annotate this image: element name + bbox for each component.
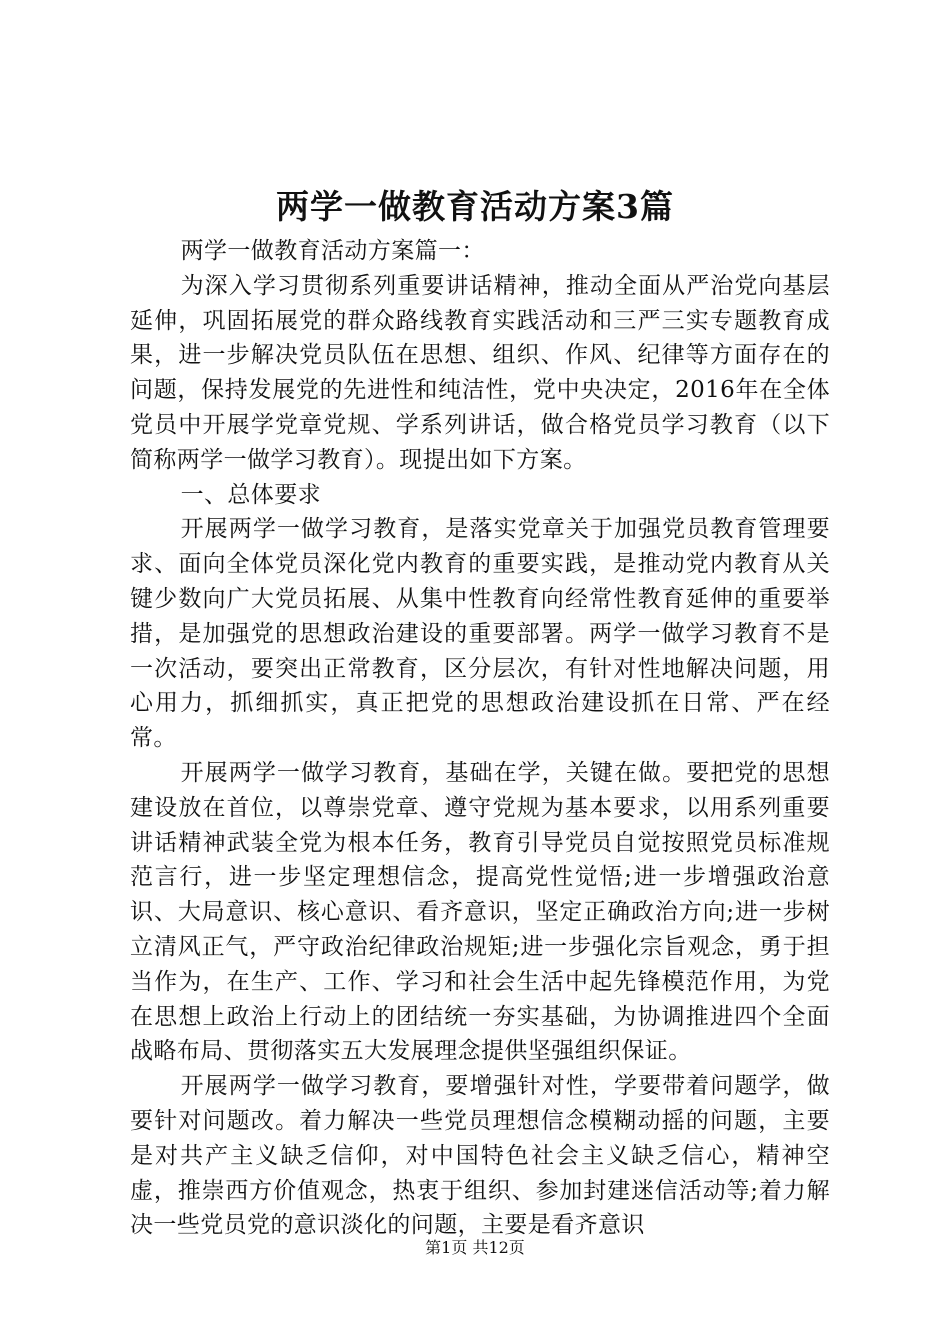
paragraph-intro: 为深入学习贯彻系列重要讲话精神，推动全面从严治党向基层延伸，巩固拓展党的群众路线教育实践活动和三严三实专题教育成果，进一步解决党员队伍在思想、组织、作风、纪律等方面存在的问题，保持发展党的先进性和纯洁性，党中央决定，2016年在全体党员中开展学党章党规、学系列讲话，做合格党员学习教育（以下简称两学一做学习教育）。现提出如下方案。 [130, 272, 830, 473]
document-title: 两学一做教育活动方案3篇 [276, 187, 674, 226]
paragraph-significance: 开展两学一做学习教育，是落实党章关于加强党员教育管理要求、面向全体党员深化党内教育的重要实践，是推动党内教育从关键少数向广大党员拓展、从集中性教育向经常性教育延伸的重要举措，是加强党的思想政治建设的重要部署。两学一做学习教育不是一次活动，要突出正常教育，区分层次，有针对性地解决问题，用心用力，抓细抓实，真正把党的思想政治建设抓在日常、严在经常。 [130, 516, 830, 752]
page-number-footer: 第1页 共12页 [425, 1238, 525, 1257]
paragraph-targeted-problems: 开展两学一做学习教育，要增强针对性，学要带着问题学，做要针对问题改。着力解决一些党员理想信念模糊动摇的问题，主要是对共产主义缺乏信仰，对中国特色社会主义缺乏信心，精神空虚，推崇西方价值观念，热衷于组织、参加封建迷信活动等;着力解决一些党员党的意识淡化的问题，主要是看齐意识 [130, 1073, 830, 1239]
section-heading-general-requirements: 一、总体要求 [180, 481, 321, 508]
paragraph-study-and-practice: 开展两学一做学习教育，基础在学，关键在做。要把党的思想建设放在首位，以尊崇党章、遵守党规为基本要求，以用系列重要讲话精神武装全党为根本任务，教育引导党员自觉按照党员标准规范言行，进一步坚定理想信念，提高党性觉悟;进一步增强政治意识、大局意识、核心意识、看齐意识，坚定正确政治方向;进一步树立清风正气，严守政治纪律政治规矩;进一步强化宗旨观念，勇于担当作为，在生产、工作、学习和社会生活中起先锋模范作用，为党在思想上政治上行动上的团结统一夯实基础，为协调推进四个全面战略布局、贯彻落实五大发展理念提供坚强组织保证。 [130, 759, 830, 1065]
document-body [130, 234, 830, 1243]
section-heading-part-one: 两学一做教育活动方案篇一： [180, 238, 485, 264]
